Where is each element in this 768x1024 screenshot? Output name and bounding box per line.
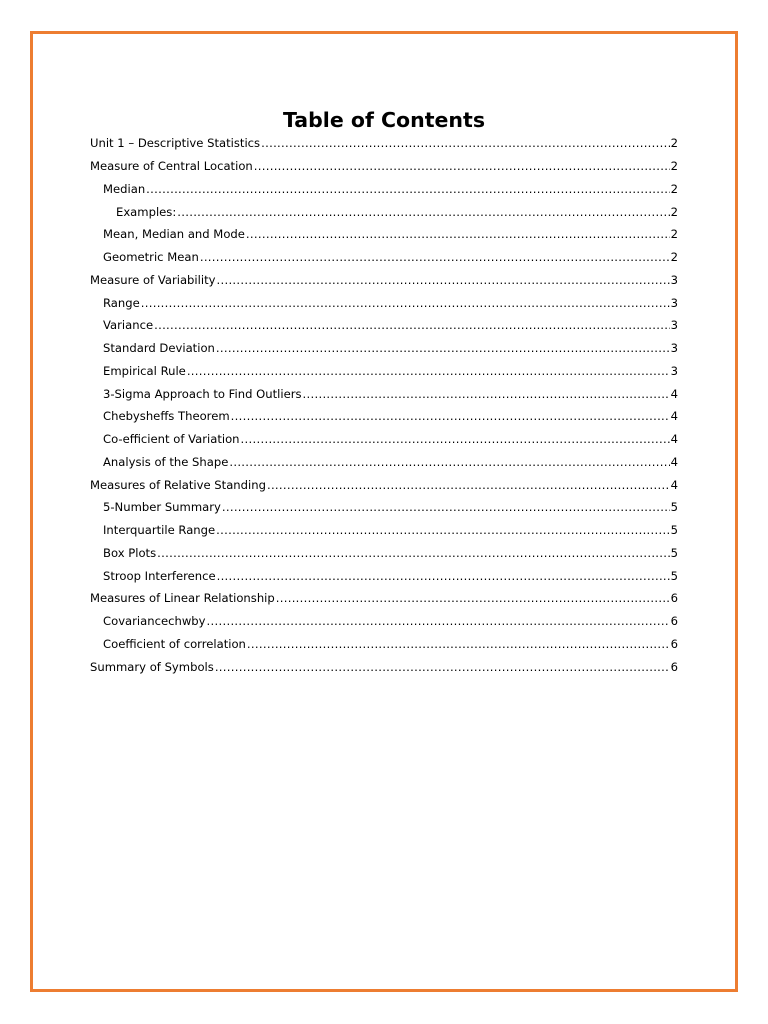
toc-entry-label: Coefficient of correlation <box>103 636 246 651</box>
toc-entry-label: Measures of Relative Standing <box>90 477 266 492</box>
toc-entry[interactable] <box>90 473 678 496</box>
toc-entry[interactable] <box>90 155 678 178</box>
toc-entry-label: Summary of Symbols <box>90 659 214 674</box>
toc-entry-page-number: 5 <box>670 545 678 560</box>
toc-entry-page-number: 2 <box>670 136 678 151</box>
toc-entry[interactable] <box>90 337 678 360</box>
toc-entry[interactable] <box>90 360 678 383</box>
toc-entry[interactable] <box>90 655 678 678</box>
toc-entry-label: Standard Deviation <box>103 341 215 356</box>
toc-entry-label: Examples: <box>116 204 177 219</box>
toc-entry-page-number: 6 <box>670 591 678 606</box>
toc-entry[interactable] <box>90 610 678 633</box>
toc-entry-label: Mean, Median and Mode <box>103 227 245 242</box>
toc-entry-label: Co-efficient of Variation <box>103 432 240 447</box>
dot-leader <box>187 364 670 378</box>
toc-entry-label: Measure of Central Location <box>90 159 253 174</box>
toc-entry-label: Geometric Mean <box>103 250 199 265</box>
toc-entry[interactable] <box>90 382 678 405</box>
toc-entry-label: Measure of Variability <box>90 272 216 287</box>
toc-entry[interactable] <box>90 451 678 474</box>
dot-leader <box>154 318 670 332</box>
toc-entry[interactable] <box>90 314 678 337</box>
toc-entry[interactable] <box>90 564 678 587</box>
toc-entry[interactable] <box>90 496 678 519</box>
page-title: Table of Contents <box>282 108 486 132</box>
toc-entry[interactable] <box>90 587 678 610</box>
toc-entry-page-number: 5 <box>670 523 678 538</box>
toc-entry-page-number: 2 <box>670 181 678 196</box>
dot-leader <box>200 250 670 264</box>
toc-entry-label: Box Plots <box>103 545 157 560</box>
toc-entry-page-number: 2 <box>670 159 678 174</box>
toc-entry[interactable] <box>90 519 678 542</box>
toc-entry-page-number: 2 <box>670 204 678 219</box>
toc-entry-page-number: 3 <box>670 295 678 310</box>
toc-entry-label: Variance <box>103 318 154 333</box>
toc-entry[interactable] <box>90 542 678 565</box>
toc-entry-label: Measures of Linear Relationship <box>90 591 275 606</box>
toc-entry-label: Range <box>103 295 140 310</box>
dot-leader <box>267 478 670 492</box>
toc-entry[interactable] <box>90 223 678 246</box>
toc-entry-label: Unit 1 – Descriptive Statistics <box>90 136 261 151</box>
dot-leader <box>217 569 670 583</box>
dot-leader <box>229 455 669 469</box>
toc-entry-label: Stroop Interference <box>103 568 216 583</box>
toc-entry[interactable] <box>90 269 678 292</box>
dot-leader <box>216 341 670 355</box>
toc-entry-page-number: 6 <box>670 636 678 651</box>
dot-leader <box>276 591 670 605</box>
dot-leader <box>231 409 670 423</box>
dot-leader <box>141 296 670 310</box>
toc-entry-page-number: 3 <box>670 363 678 378</box>
dot-leader <box>247 637 670 651</box>
toc-entry-label: Empirical Rule <box>103 363 186 378</box>
toc-entry-page-number: 4 <box>670 386 678 401</box>
toc-entry-label: Interquartile Range <box>103 523 216 538</box>
toc-entry-page-number: 2 <box>670 227 678 242</box>
toc-entry-page-number: 4 <box>670 477 678 492</box>
toc-entry-label: 5-Number Summary <box>103 500 221 515</box>
toc-entry-page-number: 5 <box>670 568 678 583</box>
toc-entry-page-number: 4 <box>670 409 678 424</box>
toc-entry[interactable] <box>90 633 678 656</box>
table-of-contents <box>90 132 678 678</box>
dot-leader <box>215 660 670 674</box>
toc-entry[interactable] <box>90 246 678 269</box>
toc-entry[interactable] <box>90 132 678 155</box>
dot-leader <box>246 227 670 241</box>
dot-leader <box>146 182 669 196</box>
dot-leader <box>157 546 669 560</box>
toc-entry-label: 3-Sigma Approach to Find Outliers <box>103 386 302 401</box>
dot-leader <box>261 136 670 150</box>
dot-leader <box>216 273 669 287</box>
toc-entry-page-number: 3 <box>670 272 678 287</box>
dot-leader <box>177 205 669 219</box>
toc-entry-page-number: 3 <box>670 341 678 356</box>
toc-entry-label: Covariancechwby <box>103 614 206 629</box>
toc-entry[interactable] <box>90 200 678 223</box>
dot-leader <box>241 432 670 446</box>
toc-entry-page-number: 6 <box>670 659 678 674</box>
toc-entry-page-number: 5 <box>670 500 678 515</box>
dot-leader <box>216 523 669 537</box>
toc-entry-label: Chebysheffs Theorem <box>103 409 230 424</box>
dot-leader <box>254 159 670 173</box>
toc-entry[interactable] <box>90 428 678 451</box>
toc-entry-page-number: 4 <box>670 454 678 469</box>
toc-entry-page-number: 3 <box>670 318 678 333</box>
toc-entry-page-number: 6 <box>670 614 678 629</box>
toc-entry-label: Median <box>103 181 146 196</box>
dot-leader <box>222 500 670 514</box>
dot-leader <box>303 387 670 401</box>
toc-entry[interactable] <box>90 405 678 428</box>
toc-entry-label: Analysis of the Shape <box>103 454 229 469</box>
toc-entry[interactable] <box>90 291 678 314</box>
toc-entry[interactable] <box>90 178 678 201</box>
toc-entry-page-number: 2 <box>670 250 678 265</box>
toc-entry-page-number: 4 <box>670 432 678 447</box>
dot-leader <box>207 614 670 628</box>
